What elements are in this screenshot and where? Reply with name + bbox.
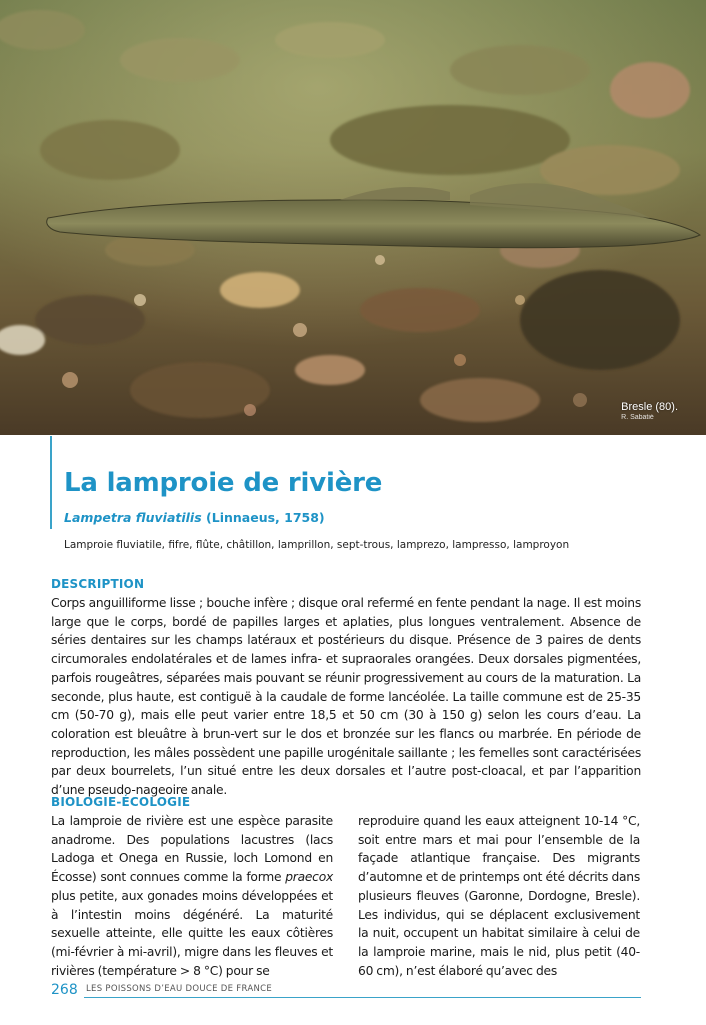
title-accent-bar: [50, 436, 52, 529]
photo-location: Bresle (80).: [621, 401, 678, 413]
running-footer: LES POISSONS D’EAU DOUCE DE FRANCE: [86, 984, 273, 994]
footer-rule: [84, 997, 641, 998]
latin-name: Lampetra fluviatilis: [64, 510, 202, 525]
description-heading: DESCRIPTION: [51, 577, 145, 591]
biology-col1-start: La lamproie de rivière est une espèce parasite anadrome. Des populations lacustres (lacs Ladoga et Onega en Russie, loch Lomond en Écosse) sont connues comme la forme: [51, 814, 333, 885]
biology-col1-italic: praecox: [285, 870, 333, 885]
biology-col1-end: plus petite, aux gonades moins développées et à l’intestin moins dégénéré. La maturité sexuelle atteinte, elle quitte les eaux côtières (mi-février à mi-avril), migre dans les fleuves et rivières (température > 8 °C) pour se: [51, 888, 333, 978]
lamprey-photo: [0, 0, 706, 435]
page-number: 268: [51, 982, 78, 998]
photo-caption: [621, 401, 678, 421]
photo-credit: R. Sabatié: [621, 414, 654, 421]
biology-heading: BIOLOGIE-ÉCOLOGIE: [51, 795, 191, 809]
species-authority: (Linnaeus, 1758): [206, 510, 325, 525]
page-title: La lamproie de rivière: [64, 468, 383, 498]
species-name: [64, 510, 325, 525]
biology-column-1: [51, 812, 333, 980]
common-names: Lamproie fluviatile, fifre, flûte, châtillon, lamprillon, sept-trous, lamprezo, lampresso, lamproyon: [64, 539, 570, 551]
biology-column-2: reproduire quand les eaux atteignent 10-14 °C, soit entre mars et mai pour l’ensemble de la façade atlantique française. Des migrants d’automne et de printemps ont été décrits dans plusieurs fleuves (Garonne, Dordogne, Bresle). Les individus, qui se déplacent exclusivement la nuit, occupent un habitat similaire à celui de la lamproie marine, mais le nid, plus petit (40-60 cm), n’est élaboré qu’avec des: [358, 814, 640, 978]
description-text: Corps anguilliforme lisse ; bouche infère ; disque oral refermé en fente pendant la nage. Il est moins large que le corps, bordé de papilles larges et aplaties, plus longues ventralement. Absence de séries dentaires sur les champs latéraux et postérieurs du disque. Présence de 3 paires de dents circumorales endolatérales et de lames infra- et supraorales orangées. Deux dorsales pigmentées, parfois rougeâtres, séparées mais pouvant se réunir progressivement au cours de la maturation. La seconde, plus haute, est contiguë à la caudale de forme lancéolée. La taille commune est de 25-35 cm (50-70 g), mais elle peut varier entre 18,5 et 50 cm (30 à 150 g) selon les cours d’eau. La coloration est bleuâtre à brun-vert sur le dos et bronzée sur les flancs ou marbrée. En période de reproduction, les mâles possèdent une papille urogénitale saillante ; les femelles sont caractérisées par deux bourrelets, l’un situé entre les deux dorsales et l’autre post-cloacal, et par l’apparition d’une pseudo-nageoire anale.: [51, 596, 641, 798]
